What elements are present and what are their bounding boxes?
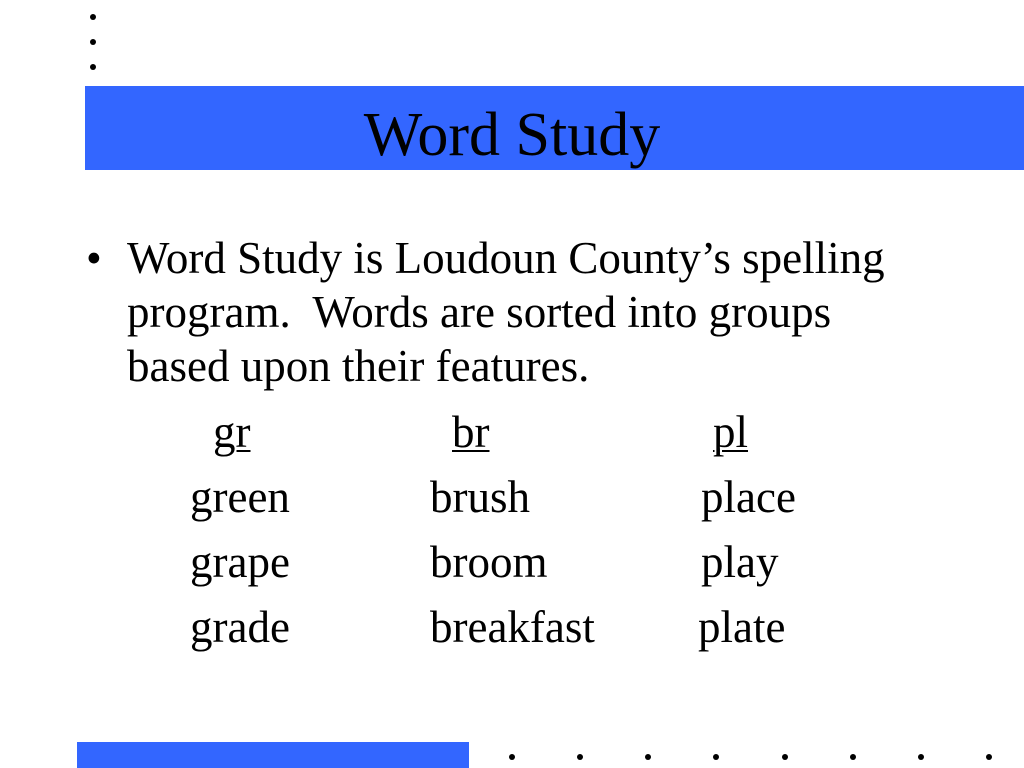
word-cell: green <box>190 472 290 522</box>
footer-bar <box>77 742 469 768</box>
decor-dot <box>90 39 96 45</box>
bullet-line: Word Study is Loudoun County’s spelling <box>127 233 885 283</box>
decor-dot <box>90 14 96 20</box>
table-row <box>0 465 1024 530</box>
word-cell: place <box>701 472 796 522</box>
column-header-pl: pl <box>713 407 749 457</box>
bullet-line: program. Words are sorted into groups <box>127 287 832 337</box>
slide-title: Word Study <box>363 101 661 169</box>
column-header-br: br <box>452 407 490 457</box>
bullet-marker: • <box>86 233 102 283</box>
decor-dot <box>713 754 719 760</box>
table-header-row <box>0 400 1024 465</box>
decor-dot <box>782 754 788 760</box>
decor-dot <box>577 754 583 760</box>
table-row <box>0 595 1024 660</box>
column-header-gr: gr <box>213 407 251 457</box>
table-row <box>0 530 1024 595</box>
word-cell: plate <box>698 602 786 652</box>
word-cell: broom <box>430 537 548 587</box>
bullet-line: based upon their features. <box>127 341 590 391</box>
word-cell: play <box>701 537 779 587</box>
decor-dot <box>850 754 856 760</box>
word-cell: brush <box>430 472 530 522</box>
word-cell: grape <box>190 537 290 587</box>
decor-dot <box>645 754 651 760</box>
decor-dot <box>918 754 924 760</box>
word-cell: breakfast <box>430 602 595 652</box>
word-cell: grade <box>190 602 290 652</box>
decor-dot <box>509 754 515 760</box>
decor-dot <box>986 754 992 760</box>
decor-dot <box>90 64 96 70</box>
bullet-text <box>127 231 885 393</box>
